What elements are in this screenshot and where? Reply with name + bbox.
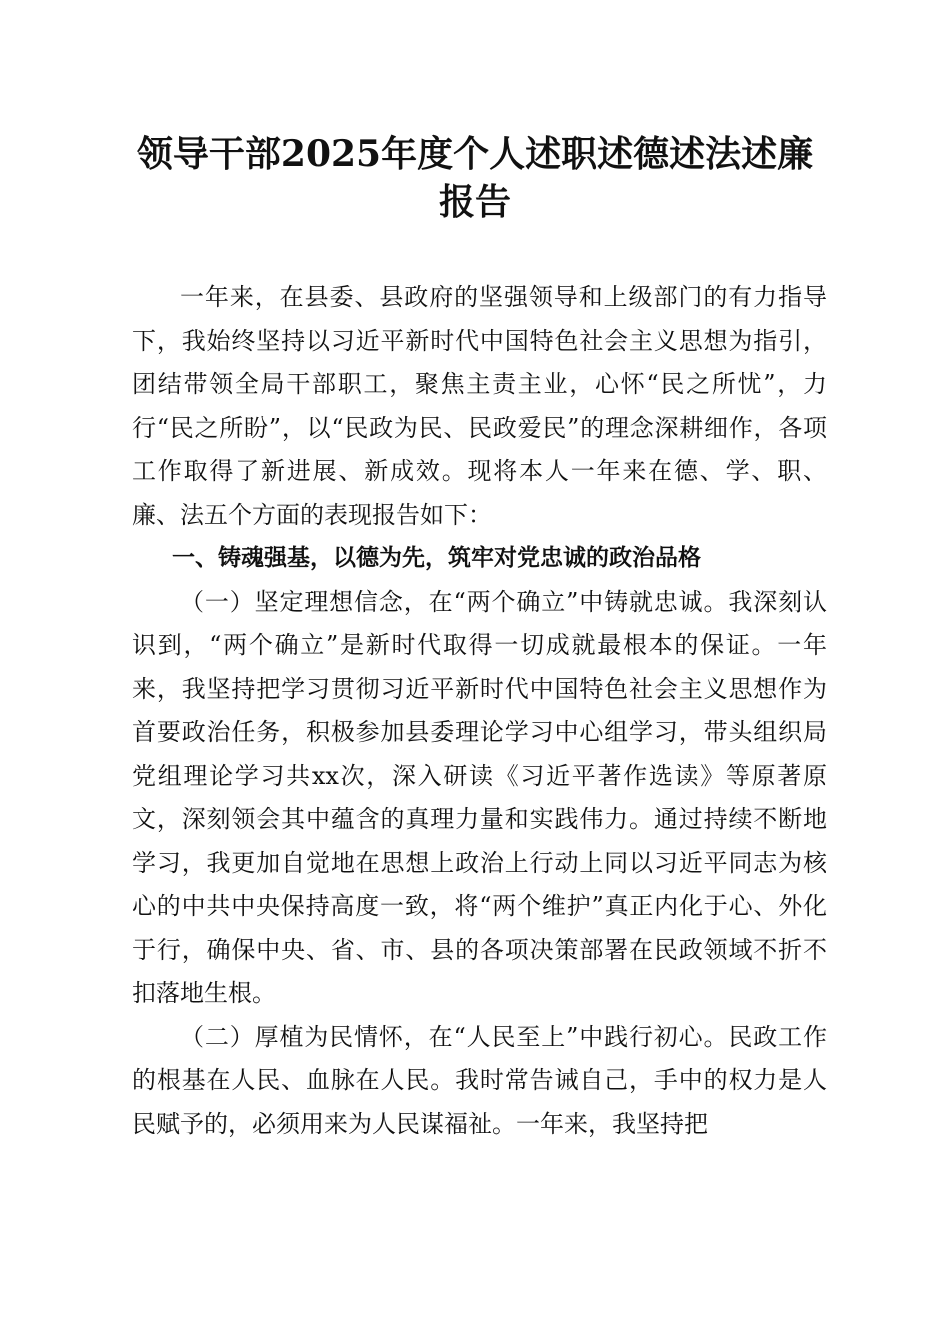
subsection-paragraph-1: （一）坚定理想信念，在“两个确立”中铸就忠诚。我深刻认识到，“两个确立”是新时代取得一切成就最根本的保证。一年来，我坚持把学习贯彻习近平新时代中国特色社会主义思想作为首要政治任务，积极参加县委理论学习中心组学习，带头组织局党组理论学习共xx次，深入研读《习近平著作选读》等原著原文，深刻领会其中蕴含的真理力量和实践伟力。通过持续不断地学习，我更加自觉地在思想上政治上行动上同以习近平同志为核心的中共中央保持高度一致，将“两个维护”真正内化于心、外化于行，确保中央、省、市、县的各项决策部署在民政领域不折不扣落地生根。	[132, 587, 827, 1007]
intro-paragraph: 一年来，在县委、县政府的坚强领导和上级部门的有力指导下，我始终坚持以习近平新时代中国特色社会主义思想为指引，团结带领全局干部职工，聚焦主责主业，心怀“民之所忧”，力行“民之所盼”，以“民政为民、民政爱民”的理念深耕细作，各项工作取得了新进展、新成效。现将本人一年来在德、学、职、廉、法五个方面的表现报告如下：	[132, 283, 827, 529]
document-title: 领导干部2025年度个人述职述德述法述廉报告	[136, 133, 814, 223]
document-body	[132, 276, 827, 1146]
subsection-paragraph-2: （二）厚植为民情怀，在“人民至上”中践行初心。民政工作的根基在人民、血脉在人民。我时常告诫自己，手中的权力是人民赋予的，必须用来为人民谋福祉。一年来，我坚持把	[132, 1022, 827, 1138]
section-heading-1: 一、铸魂强基，以德为先，筑牢对党忠诚的政治品格	[172, 545, 701, 571]
